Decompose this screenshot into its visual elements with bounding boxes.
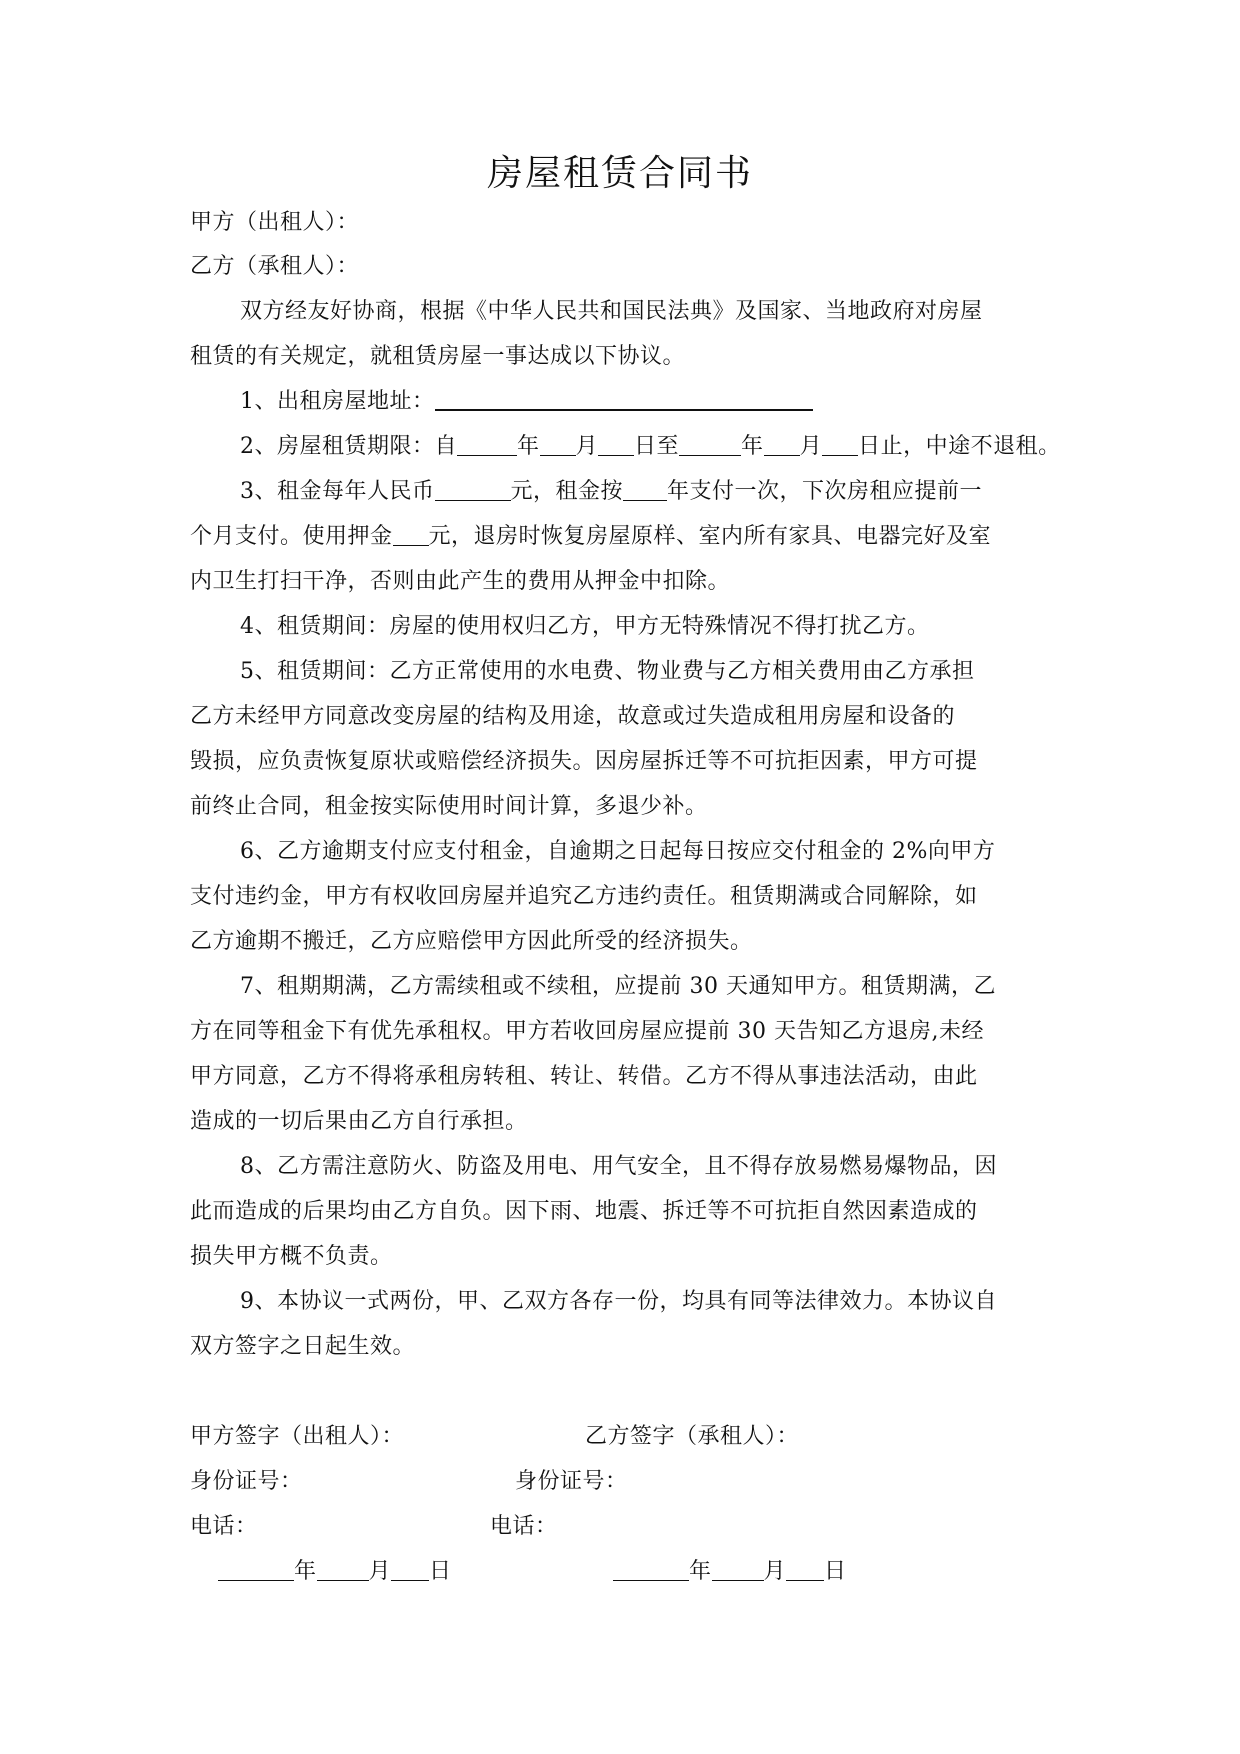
clause-6-line-1: 6、乙方逾期支付应支付租金，自逾期之日起每日按应交付租金的 2%向甲方	[240, 839, 996, 864]
payment-period-blank	[623, 478, 667, 501]
clause-3-a: 3、租金每年人民币	[240, 479, 435, 504]
clause-2-c: 月	[575, 434, 599, 459]
clause-7-line-1: 7、租期期满，乙方需续租或不续租，应提前 30 天通知甲方。租赁期满，乙	[240, 974, 996, 999]
clause-9-line-1: 9、本协议一式两份，甲、乙双方各存一份，均具有同等法律效力。本协议自	[240, 1289, 997, 1314]
clause-1	[240, 387, 813, 417]
party-b-signature: 乙方签字（承租人）：	[585, 1424, 800, 1449]
clause-2-f: 月	[799, 434, 823, 459]
clause-3-line-2	[190, 522, 991, 552]
clause-3-line-1	[240, 477, 982, 507]
start-month-blank	[540, 433, 576, 456]
clause-2-g: 日止，中途不退租。	[858, 434, 1061, 459]
end-day-blank	[822, 433, 858, 456]
b-year-label: 年	[689, 1559, 712, 1584]
a-month-label: 月	[368, 1559, 392, 1584]
party-a-line: 甲方（出租人）：	[190, 210, 360, 235]
deposit-blank	[393, 523, 429, 546]
clause-5-line-4: 前终止合同，租金按实际使用时间计算，多退少补。	[190, 794, 708, 819]
clause-6-line-2: 支付违约金，甲方有权收回房屋并追究乙方违约责任。租赁期满或合同解除，如	[190, 884, 978, 909]
clause-2-d: 日至	[634, 434, 680, 459]
clause-2	[240, 432, 1061, 462]
clause-4: 4、租赁期间：房屋的使用权归乙方，甲方无特殊情况不得打扰乙方。	[240, 614, 930, 639]
clause-6-line-3: 乙方逾期不搬迁，乙方应赔偿甲方因此所受的经济损失。	[190, 929, 753, 954]
party-a-id: 身份证号：	[190, 1469, 303, 1494]
clause-3-line2b: 元，退房时恢复房屋原样、室内所有家具、电器完好及室	[428, 524, 992, 549]
clause-3-line2a: 个月支付。使用押金	[190, 524, 393, 549]
clause-2-e: 年	[741, 434, 764, 459]
a-year-blank	[218, 1558, 294, 1581]
clause-7-line-4: 造成的一切后果由乙方自行承担。	[190, 1109, 528, 1134]
party-a-signature: 甲方签字（出租人）：	[190, 1424, 405, 1449]
clause-7-line-2: 方在同等租金下有优先承租权。甲方若收回房屋应提前 30 天告知乙方退房,未经	[190, 1019, 984, 1044]
b-month-label: 月	[763, 1559, 787, 1584]
a-year-label: 年	[294, 1559, 317, 1584]
annual-rent-blank	[435, 478, 511, 501]
party-b-phone: 电话：	[490, 1514, 558, 1539]
b-day-blank	[786, 1558, 824, 1581]
clause-5-line-2: 乙方未经甲方同意改变房屋的结构及用途，故意或过失造成租用房屋和设备的	[190, 704, 956, 729]
intro-line-2: 租赁的有关规定，就租赁房屋一事达成以下协议。	[190, 344, 686, 369]
party-b-date	[613, 1557, 847, 1587]
end-year-blank	[679, 433, 741, 456]
start-day-blank	[598, 433, 634, 456]
clause-2-b: 年	[517, 434, 540, 459]
clause-8-line-3: 损失甲方概不负责。	[190, 1244, 393, 1269]
clause-7-line-3: 甲方同意，乙方不得将承租房转租、转让、转借。乙方不得从事违法活动，由此	[190, 1064, 978, 1089]
party-a-date	[218, 1557, 452, 1587]
a-day-blank	[391, 1558, 429, 1581]
clause-9-line-2: 双方签字之日起生效。	[190, 1334, 416, 1359]
party-b-line: 乙方（承租人）：	[190, 254, 360, 279]
clause-1-label: 1、出租房屋地址：	[240, 389, 435, 414]
document-title: 房屋租赁合同书	[486, 153, 753, 194]
clause-3-c: 年支付一次，下次房租应提前一	[667, 479, 983, 504]
clause-5-line-3: 毁损，应负责恢复原状或赔偿经济损失。因房屋拆迁等不可抗拒因素，甲方可提	[190, 749, 978, 774]
b-day-label: 日	[824, 1559, 847, 1584]
end-month-blank	[764, 433, 800, 456]
clause-8-line-1: 8、乙方需注意防火、防盗及用电、用气安全，且不得存放易燃易爆物品，因	[240, 1154, 997, 1179]
clause-3-b: 元，租金按	[510, 479, 624, 504]
clause-8-line-2: 此而造成的后果均由乙方自负。因下雨、地震、拆迁等不可抗拒自然因素造成的	[190, 1199, 978, 1224]
party-a-phone: 电话：	[190, 1514, 258, 1539]
intro-line-1: 双方经友好协商，根据《中华人民共和国民法典》及国家、当地政府对房屋	[240, 299, 983, 324]
a-month-blank	[317, 1558, 369, 1581]
clause-5-line-1: 5、租赁期间：乙方正常使用的水电费、物业费与乙方相关费用由乙方承担	[240, 659, 975, 684]
start-year-blank	[457, 433, 517, 456]
party-b-id: 身份证号：	[515, 1469, 628, 1494]
b-year-blank	[613, 1558, 689, 1581]
clause-3-line-3: 内卫生打扫干净，否则由此产生的费用从押金中扣除。	[190, 569, 731, 594]
clause-2-a: 2、房屋租赁期限：自	[240, 434, 457, 459]
b-month-blank	[712, 1558, 764, 1581]
address-blank	[435, 387, 813, 411]
a-day-label: 日	[429, 1559, 452, 1584]
